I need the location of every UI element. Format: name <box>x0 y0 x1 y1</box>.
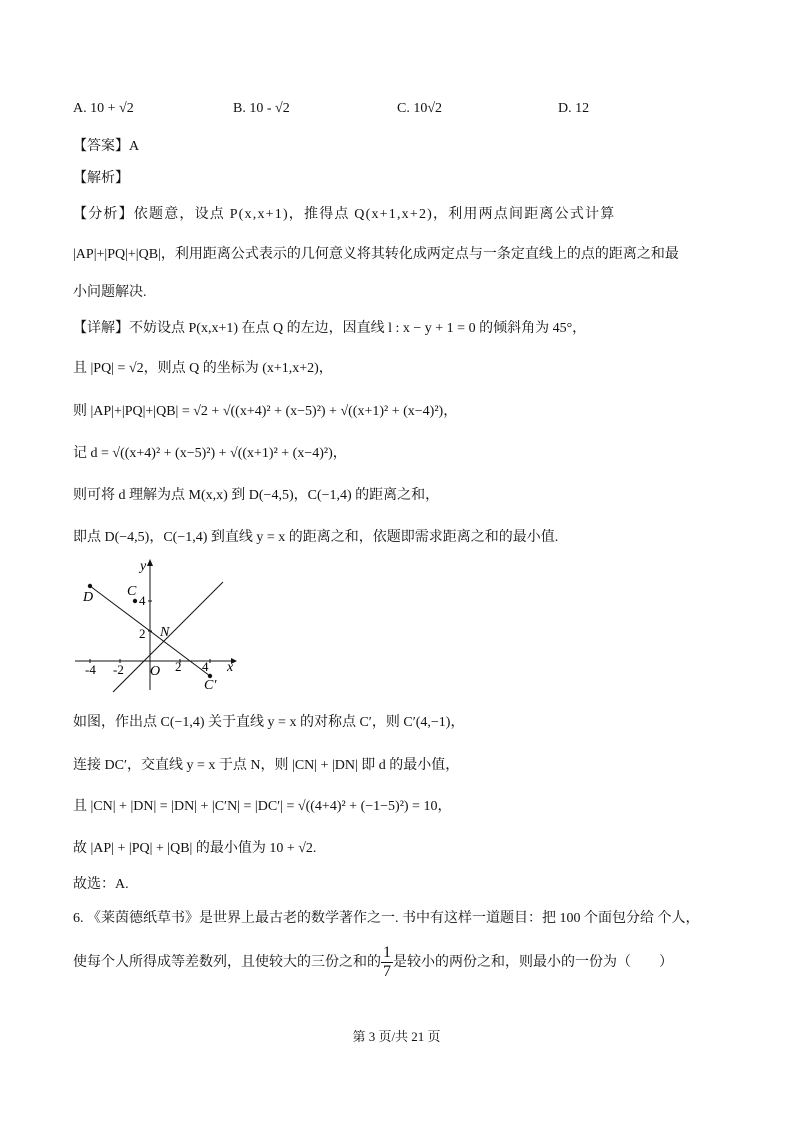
detail-line-1: 【详解】不妨设点 P(x,x+1) 在点 Q 的左边，因直线 l : x − y + 1 = 0 的倾斜角为 45°， <box>73 321 587 336</box>
y-tick-label-4: 4 <box>139 593 146 608</box>
option-a-prefix: A. <box>73 101 87 116</box>
option-b-value: 10 - √2 <box>249 101 290 116</box>
option-c <box>397 101 442 117</box>
option-d-value: 12 <box>575 101 590 116</box>
answer-line: 【答案】A <box>73 139 140 154</box>
x-tick-label--4: -4 <box>85 662 96 677</box>
point-c-prime-label: C′ <box>204 678 217 693</box>
fraction-denominator: 7 <box>383 963 391 981</box>
analysis-line-2: |AP|+|PQ|+|QB|，利用距离公式表示的几何意义将其转化成两定点与一条定直线上的点的距离之和最 <box>73 247 679 262</box>
question-6-line-1: 6. 《莱茵德纸草书》是世界上最古老的数学著作之一. 书中有这样一道题目：把 100 个面包分给 个人， <box>73 911 700 926</box>
option-c-prefix: C. <box>397 101 410 116</box>
question-6-text-b: 是较小的两份之和，则最小的一份为（ ） <box>393 955 673 970</box>
fraction-one-seventh <box>381 944 393 981</box>
x-tick-label--2: -2 <box>113 662 124 677</box>
point-d <box>88 584 92 588</box>
origin-label: O <box>150 664 161 679</box>
option-b <box>233 101 290 117</box>
detail-line-10: 故 |AP| + |PQ| + |QB| 的最小值为 10 + √2. <box>73 841 317 856</box>
detail-line-11: 故选：A. <box>73 877 129 892</box>
detail-line-7: 如图，作出点 C(−1,4) 关于直线 y = x 的对称点 C′，则 C′(4,−1)， <box>73 715 465 730</box>
page-footer: 第 3 页/共 21 页 <box>352 1029 441 1044</box>
fraction-numerator: 1 <box>383 944 391 962</box>
detail-line-3: 则 |AP|+|PQ|+|QB| = √2 + √((x+4)² + (x−5)²) + √((x+1)² + (x−4)²)， <box>73 404 458 419</box>
y-axis-label: y <box>140 559 147 574</box>
point-n-label: N <box>160 625 170 640</box>
point-c <box>133 599 137 603</box>
analysis-header: 【解析】 <box>73 171 129 186</box>
point-d-label: D <box>83 590 94 605</box>
option-d-prefix: D. <box>558 101 572 116</box>
option-a-value: 10 + √2 <box>90 101 134 116</box>
detail-line-9: 且 |CN| + |DN| = |DN| + |C′N| = |DC′| = √((4+4)² + (−1−5)²) = 10， <box>73 799 452 814</box>
x-tick-label-2: 2 <box>175 659 182 674</box>
option-b-prefix: B. <box>233 101 246 116</box>
coordinate-graph <box>73 558 243 693</box>
option-d <box>558 101 589 117</box>
detail-line-8: 连接 DC′，交直线 y = x 于点 N，则 |CN| + |DN| 即 d 的最小值， <box>73 758 460 773</box>
y-tick-label-2: 2 <box>139 626 146 641</box>
option-c-value: 10√2 <box>413 101 443 116</box>
detail-line-2: 且 |PQ| = √2，则点 Q 的坐标为 (x+1,x+2)， <box>73 361 333 376</box>
x-tick-label-4: 4 <box>202 659 209 674</box>
point-c-label: C <box>127 584 137 599</box>
detail-line-5: 则可将 d 理解为点 M(x,x) 到 D(−4,5)，C(−1,4) 的距离之和， <box>73 488 440 503</box>
analysis-line-1: 【分析】依题意，设点 P(x,x+1)，推得点 Q(x+1,x+2)，利用两点间距离公式计算 <box>73 207 616 222</box>
detail-line-6: 即点 D(−4,5)，C(−1,4) 到直线 y = x 的距离之和，依题即需求距离之和的最小值. <box>73 530 559 545</box>
detail-line-4: 记 d = √((x+4)² + (x−5)²) + √((x+1)² + (x−4)²)， <box>73 446 347 461</box>
analysis-line-3: 小问题解决. <box>73 285 147 300</box>
question-6-text-a: 使每个人所得成等差数列，且使较大的三份之和的 <box>73 955 381 970</box>
option-a <box>73 101 134 117</box>
y-axis-arrow <box>147 559 153 566</box>
x-axis-label: x <box>227 660 234 675</box>
question-6-line-2 <box>73 943 673 983</box>
